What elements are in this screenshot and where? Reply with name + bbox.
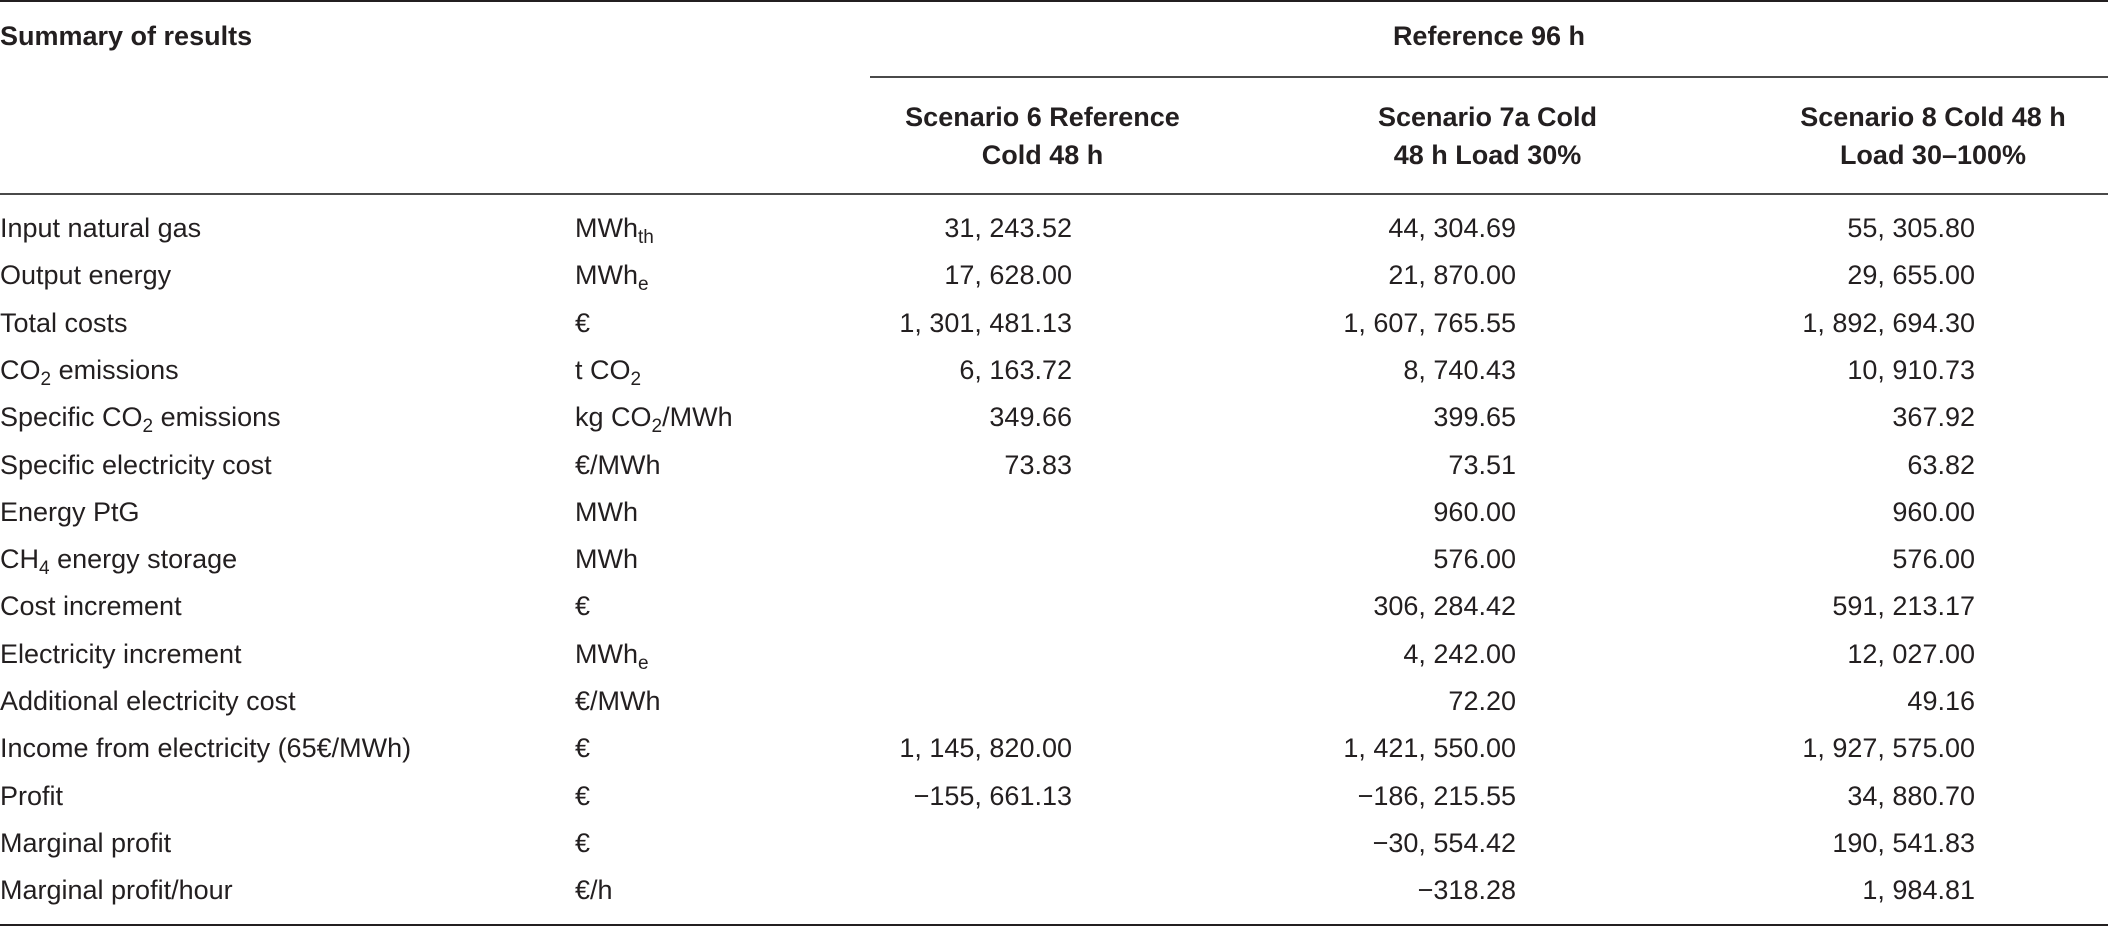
subscript: 2 [651,416,663,438]
column-header-line: Cold 48 h [981,140,1104,170]
row-label [0,495,140,529]
row-value: 1, 892, 694.30 [1802,307,1975,338]
row-value: 55, 305.80 [1847,213,1975,243]
column-header-scenario-6 [870,98,1215,174]
row-label [0,684,296,718]
row-label [0,211,201,245]
row-label-text: Electricity increment [0,638,242,669]
subscript: 4 [39,558,50,580]
column-header-line: Scenario 7a Cold [1377,102,1598,132]
row-value: 1, 301, 481.13 [899,307,1072,338]
row-unit-text: €/h [575,875,613,906]
group-header-rule [870,76,2108,78]
subscript: e [638,652,649,674]
row-value: 31, 243.52 [944,213,1072,243]
row-unit-text: € [575,307,591,338]
subscript: 2 [142,416,154,438]
row-value: 306, 284.42 [1373,591,1516,622]
subscript: e [638,274,649,296]
row-label [0,731,411,765]
row-unit-text: MWh [575,544,638,575]
row-label-text: Specific electricity cost [0,449,272,480]
row-label-text: Profit [0,780,64,811]
group-header: Reference 96 h [1392,21,1586,51]
row-value: 960.00 [1892,496,1975,527]
row-value: −186, 215.55 [1357,780,1516,811]
row-label [0,542,238,580]
row-value: 29, 655.00 [1847,260,1975,291]
row-label-text: Marginal profit/hour [0,875,233,906]
row-value: 72.20 [1448,686,1516,716]
row-label [0,637,242,671]
row-label-text: Cost increment [0,591,182,622]
row-unit [575,211,654,248]
row-label-text: energy storage [49,544,238,575]
row-unit-text: € [575,591,591,622]
row-unit-text: € [575,827,591,858]
row-value: 367.92 [1892,402,1975,433]
row-unit-text: MWh [575,496,638,527]
row-value: 12, 027.00 [1847,638,1975,669]
row-unit [575,637,649,674]
row-label-text: Marginal profit [0,827,172,858]
row-label [0,448,272,482]
subscript: th [638,227,654,248]
row-value: 1, 607, 765.55 [1343,307,1516,338]
row-unit-text: MWh [575,638,638,669]
subscript: 2 [40,368,52,390]
row-unit [575,684,661,718]
row-value: 49.16 [1907,686,1975,716]
row-label [0,353,179,390]
header-rule [0,193,2108,195]
row-unit-text: € [575,780,591,811]
row-value: 10, 910.73 [1847,354,1975,385]
row-label-text: Additional electricity cost [0,686,296,716]
row-label-text: CH [0,544,39,575]
row-value: 349.66 [989,402,1072,433]
bottom-rule [0,924,2108,926]
row-value: 399.65 [1433,402,1516,433]
row-label-text: Total costs [0,307,128,338]
row-value: 576.00 [1892,544,1975,575]
row-value: 576.00 [1433,544,1516,575]
row-value: −30, 554.42 [1372,827,1516,858]
column-header-scenario-8 [1758,98,2108,174]
row-unit-text: € [575,733,591,764]
row-label [0,589,182,623]
row-value: −155, 661.13 [913,780,1072,811]
row-label-text: Specific CO [0,402,143,433]
row-label [0,400,281,438]
row-unit [575,448,661,482]
row-value: 190, 541.83 [1832,827,1975,858]
row-value: 4, 242.00 [1403,638,1516,669]
row-label-text: Output energy [0,260,172,291]
row-value: 1, 421, 550.00 [1343,733,1516,764]
row-label [0,826,171,860]
row-value: 34, 880.70 [1847,780,1975,811]
row-value: 63.82 [1907,449,1975,480]
row-value: 591, 213.17 [1832,591,1975,622]
row-value: 73.83 [1004,449,1072,480]
row-unit-text: t CO [575,354,631,385]
row-value: 1, 984.81 [1862,875,1975,906]
row-unit-text: kg CO [575,402,652,433]
row-unit [575,542,638,576]
row-unit [575,589,590,623]
table-title: Summary of results [0,21,253,51]
column-header-line: 48 h Load 30% [1393,140,1582,170]
row-label [0,873,233,907]
row-label-text: Input natural gas [0,213,202,243]
row-unit [575,731,590,765]
row-unit [575,495,638,529]
row-value: 6, 163.72 [959,354,1072,385]
row-unit [575,353,642,390]
row-value: 960.00 [1433,496,1516,527]
row-value: 8, 740.43 [1403,354,1516,385]
row-unit [575,400,733,438]
row-value: 44, 304.69 [1388,213,1516,243]
subscript: 2 [630,368,642,390]
row-label-text: emissions [153,402,281,433]
row-label-text: CO [0,354,41,385]
column-header-line: Scenario 8 Cold 48 h [1800,102,2066,132]
row-unit-text: €/MWh [575,449,661,480]
row-label-text: emissions [51,354,179,385]
row-unit-text: €/MWh [575,686,661,716]
row-value: 17, 628.00 [944,260,1072,291]
row-value: 1, 927, 575.00 [1802,733,1975,764]
row-unit-text: MWh [575,260,638,291]
row-value: −318.28 [1417,875,1516,906]
row-value: 73.51 [1448,449,1516,480]
row-unit [575,826,590,860]
row-label-text: Income from electricity (65€/MWh) [0,733,412,764]
row-unit-text: /MWh [662,402,733,433]
row-value: 21, 870.00 [1388,260,1516,291]
column-header-scenario-7a [1305,98,1670,174]
row-value: 1, 145, 820.00 [899,733,1072,764]
row-unit [575,779,590,813]
row-label [0,306,128,340]
row-unit [575,258,649,296]
row-label [0,779,63,813]
row-label-text: Energy PtG [0,496,140,527]
row-unit [575,306,590,340]
row-unit [575,873,613,907]
column-header-line: Load 30–100% [1839,140,2027,170]
column-header-line: Scenario 6 Reference [905,102,1180,132]
row-unit-text: MWh [575,213,638,243]
row-label [0,258,171,292]
top-rule [0,0,2108,2]
